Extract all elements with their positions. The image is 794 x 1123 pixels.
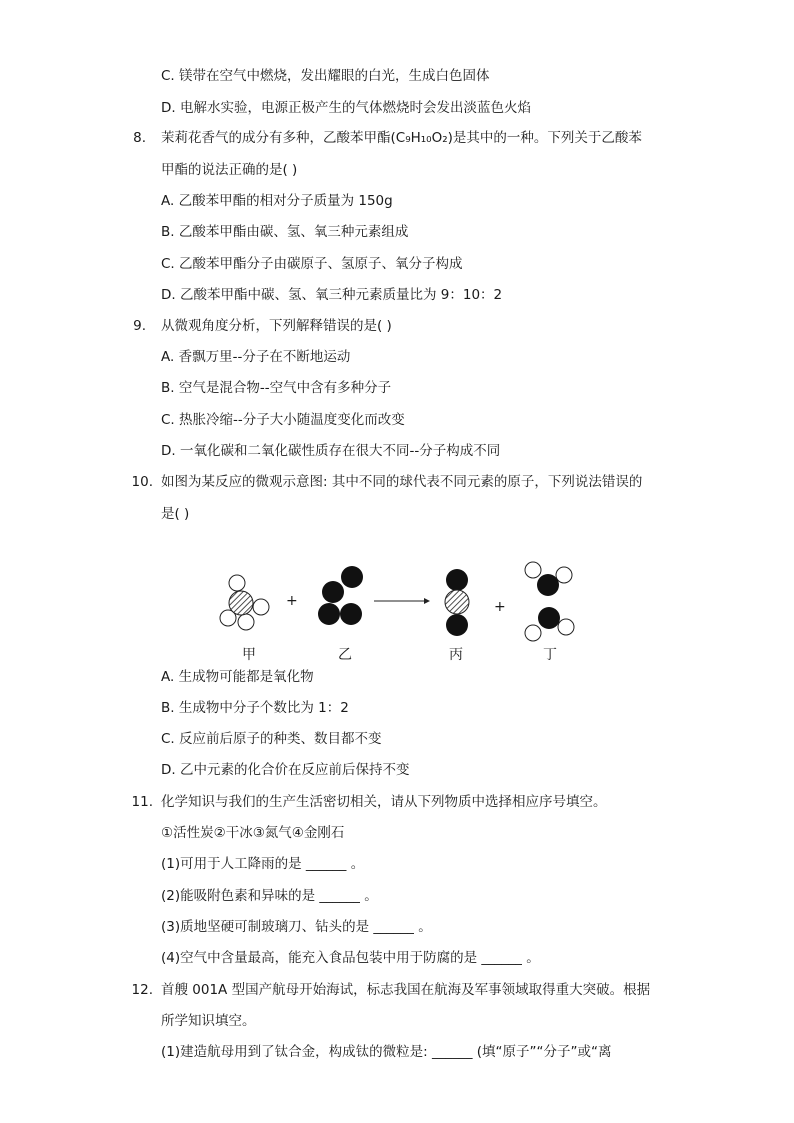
reaction-diagram: [200, 555, 600, 670]
q11-part-4: (4)空气中含量最高，能充入食品包装中用于防腐的是 ______ 。: [161, 950, 540, 966]
q12-part-1: (1)建造航母用到了钛合金，构成钛的微粒是: ______ (填“原子”“分子”或“离: [161, 1044, 612, 1060]
molecule-jia: [220, 575, 269, 630]
q11-part-1: (1)可用于人工降雨的是 ______ 。: [161, 856, 365, 872]
q12-stem-line-1: 首艘 001A 型国产航母开始海试，标志我国在航海及军事领域取得重大突破。根据: [161, 982, 651, 998]
label-bing: 丙: [449, 647, 463, 663]
q8-stem-line-1: 茉莉花香气的成分有多种，乙酸苯甲酯(C₉H₁₀O₂)是其中的一种。下列关于乙酸苯: [161, 130, 642, 146]
molecule-yi: [318, 566, 363, 625]
q11-choices: ①活性炭②干冰③氮气④金刚石: [161, 825, 345, 841]
q11-number: 11.: [131, 794, 153, 810]
q9-stem: 从微观角度分析，下列解释错误的是( ): [161, 318, 392, 334]
label-jia: 甲: [242, 647, 256, 663]
q9-option-c: C. 热胀冷缩--分子大小随温度变化而改变: [161, 412, 405, 428]
q11-part-2: (2)能吸附色素和异味的是 ______ 。: [161, 888, 378, 904]
q10-stem-line-1: 如图为某反应的微观示意图: 其中不同的球代表不同元素的原子，下列说法错误的: [161, 474, 643, 490]
molecule-bing: [445, 569, 469, 636]
q9-number: 9.: [133, 318, 146, 334]
molecule-ding: [525, 562, 574, 641]
q8-option-d: D. 乙酸苯甲酯中碳、氢、氧三种元素质量比为 9：10：2: [161, 287, 503, 303]
q10-option-d: D. 乙中元素的化合价在反应前后保持不变: [161, 762, 410, 778]
q8-option-a: A. 乙酸苯甲酯的相对分子质量为 150g: [161, 193, 393, 209]
q11-stem: 化学知识与我们的生产生活密切相关，请从下列物质中选择相应序号填空。: [161, 794, 607, 810]
q8-number: 8.: [133, 130, 146, 146]
q9-option-d: D. 一氧化碳和二氧化碳性质存在很大不同--分子构成不同: [161, 443, 501, 459]
q8-option-c: C. 乙酸苯甲酯分子由碳原子、氢原子、氧分子构成: [161, 256, 463, 272]
q10-option-a: A. 生成物可能都是氧化物: [161, 669, 314, 685]
q10-option-c: C. 反应前后原子的种类、数目都不变: [161, 731, 382, 747]
q7-option-c: C. 镁带在空气中燃烧，发出耀眼的白光，生成白色固体: [161, 68, 490, 84]
q10-number: 10.: [131, 474, 153, 490]
plus-sign-1: +: [286, 593, 298, 609]
label-yi: 乙: [338, 647, 352, 663]
q11-part-3: (3)质地坚硬可制玻璃刀、钻头的是 ______ 。: [161, 919, 432, 935]
q9-option-b: B. 空气是混合物--空气中含有多种分子: [161, 380, 392, 396]
q10-stem-line-2: 是( ): [161, 506, 190, 522]
q8-option-b: B. 乙酸苯甲酯由碳、氢、氧三种元素组成: [161, 224, 409, 240]
plus-sign-2: +: [494, 599, 506, 615]
q9-option-a: A. 香飘万里--分子在不断地运动: [161, 349, 351, 365]
q12-stem-line-2: 所学知识填空。: [161, 1013, 256, 1029]
reaction-molecules: [200, 555, 600, 670]
q7-option-d: D. 电解水实验，电源正极产生的气体燃烧时会发出淡蓝色火焰: [161, 100, 531, 116]
reaction-arrow: [374, 598, 430, 604]
q10-option-b: B. 生成物中分子个数比为 1：2: [161, 700, 349, 716]
label-ding: 丁: [543, 647, 557, 663]
q8-stem-line-2: 甲酯的说法正确的是( ): [161, 162, 298, 178]
q12-number: 12.: [131, 982, 153, 998]
